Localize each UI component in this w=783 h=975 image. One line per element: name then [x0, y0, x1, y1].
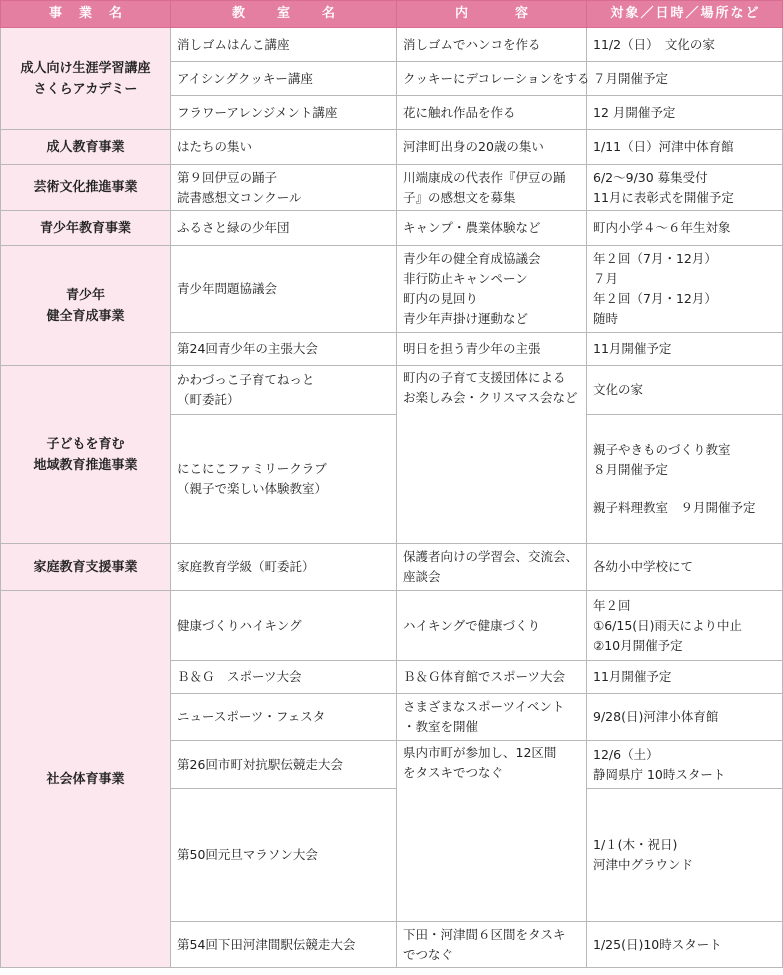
text-line: ７月: [593, 271, 619, 286]
class-name-cell: [171, 415, 397, 544]
text-line: 花に触れ作品を作る: [403, 104, 516, 120]
class-name-cell: [171, 591, 397, 661]
content-cell: [397, 211, 587, 246]
text-line: 親子やきものづくり教室: [593, 442, 731, 457]
text-line: 町内の見回り: [403, 291, 479, 306]
text-line: お楽しみ会・クリスマス会など: [403, 390, 578, 405]
text-line: 青少年教育事業: [39, 220, 131, 236]
class-name-cell: [171, 165, 397, 211]
detail-cell: [587, 28, 783, 62]
text-line: 第54回下田河津間駅伝競走大会: [177, 936, 356, 952]
text-line: 12 月開催予定: [593, 104, 676, 120]
text-line: 成人教育事業: [46, 139, 125, 155]
text-line: ①6/15(日)雨天により中止: [593, 617, 743, 633]
text-line: 随時: [593, 311, 619, 326]
class-name-cell: [171, 130, 397, 165]
text-line: 1/11（日）河津中体育館: [593, 139, 734, 154]
detail-cell: [587, 366, 783, 415]
text-line: 子』の感想文を募集: [403, 189, 516, 205]
text-line: 年２回（7月・12月）: [593, 291, 717, 306]
category-cell: [1, 544, 171, 591]
text-line: 青少年問題協議会: [177, 281, 278, 296]
text-line: Ｂ＆Ｇ スポーツ大会: [177, 669, 302, 684]
class-name-cell: [171, 62, 397, 96]
detail-cell: [587, 246, 783, 333]
content-cell: [397, 165, 587, 211]
detail-cell: [587, 333, 783, 366]
content-cell: [397, 694, 587, 741]
table-body: [1, 28, 783, 968]
table-row: [1, 165, 783, 211]
table-row: [1, 591, 783, 661]
text-line: 非行防止キャンペーン: [403, 271, 528, 286]
text-line: 家庭教育支援事業: [33, 559, 138, 575]
table-row: [1, 246, 783, 333]
category-cell: [1, 366, 171, 544]
text-line: （親子で楽しい体験教室）: [177, 481, 328, 496]
category-cell: [1, 246, 171, 366]
text-line: さくらアカデミー: [33, 81, 138, 97]
content-cell: [397, 544, 587, 591]
text-line: 消しゴムでハンコを作る: [403, 36, 541, 52]
text-line: 静岡県庁 10時スタート: [593, 766, 726, 782]
text-line: （町委託）: [177, 392, 240, 407]
text-line: キャンプ・農業体験など: [403, 220, 541, 235]
text-line: 県内市町が参加し、12区間: [403, 745, 557, 760]
text-line: 11/2（日） 文化の家: [593, 36, 715, 52]
table-row: [1, 130, 783, 165]
content-cell: [397, 922, 587, 968]
text-line: 第26回市町対抗駅伝競走大会: [177, 756, 343, 772]
detail-cell: [587, 415, 783, 544]
text-line: 第50回元旦マラソン大会: [177, 847, 318, 862]
table-row: [1, 28, 783, 62]
text-line: でつなぐ: [403, 946, 454, 962]
text-line: ハイキングで健康づくり: [403, 617, 541, 633]
category-cell: [1, 130, 171, 165]
detail-cell: [587, 130, 783, 165]
text-line: 年２回: [593, 597, 631, 613]
header-content: 内 容: [397, 1, 587, 28]
text-line: 健康づくりハイキング: [177, 617, 302, 633]
text-line: 第９回伊豆の踊子: [177, 169, 278, 185]
text-line: かわづっこ子育てねっと: [177, 372, 315, 387]
detail-cell: [587, 661, 783, 694]
text-line: 川端康成の代表作『伊豆の踊: [403, 169, 566, 185]
class-name-cell: [171, 246, 397, 333]
text-line: 子どもを育む: [46, 436, 125, 452]
text-line: 年２回（7月・12月）: [593, 251, 717, 266]
text-line: 明日を担う青少年の主張: [403, 341, 541, 356]
detail-cell: [587, 789, 783, 922]
text-line: 6/2～9/30 募集受付: [593, 169, 708, 185]
detail-cell: [587, 96, 783, 130]
detail-cell: [587, 544, 783, 591]
content-cell: [397, 96, 587, 130]
text-line: 消しゴムはんこ講座: [177, 36, 290, 52]
class-name-cell: [171, 789, 397, 922]
text-line: 11月開催予定: [593, 341, 672, 356]
text-line: ８月開催予定: [593, 462, 669, 477]
detail-cell: [587, 165, 783, 211]
text-line: はたちの集い: [177, 139, 253, 154]
text-line: ・教室を開催: [403, 719, 479, 734]
header-details: 対象／日時／場所など: [587, 1, 783, 28]
table-row: [1, 211, 783, 246]
text-line: 芸術文化推進事業: [33, 180, 138, 195]
text-line: 11月に表彰式を開催予定: [593, 189, 734, 205]
text-line: [593, 480, 778, 498]
text-line: 1/25(日)10時スタート: [593, 936, 722, 952]
text-line: 1/１(木・祝日): [593, 837, 678, 852]
text-line: ②10月開催予定: [593, 637, 683, 653]
text-line: にこにこファミリークラブ: [177, 461, 327, 476]
header-category: 事 業 名: [1, 1, 171, 28]
class-name-cell: [171, 211, 397, 246]
text-line: 河津町出身の20歳の集い: [403, 139, 544, 154]
text-line: クッキーにデコレーションをする: [403, 70, 590, 86]
content-cell: [397, 28, 587, 62]
text-line: 文化の家: [593, 382, 644, 397]
text-line: 9/28(日)河津小体育館: [593, 709, 719, 724]
header-row: [1, 1, 783, 28]
text-line: 親子料理教室 ９月開催予定: [593, 500, 756, 515]
text-line: フラワーアレンジメント講座: [177, 104, 338, 120]
text-line: 座談会: [403, 569, 441, 584]
content-cell: [397, 366, 587, 544]
text-line: 12/6（土）: [593, 746, 659, 762]
text-line: 成人向け生涯学習講座: [20, 60, 151, 76]
text-line: 各幼小中学校にて: [593, 559, 694, 574]
class-name-cell: [171, 544, 397, 591]
content-cell: [397, 661, 587, 694]
text-line: さまざまなスポーツイベント: [403, 699, 565, 714]
class-name-cell: [171, 694, 397, 741]
text-line: 読書感想文コンクール: [177, 189, 302, 205]
text-line: 健全育成事業: [46, 308, 125, 324]
text-line: ７月開催予定: [593, 70, 669, 86]
text-line: 青少年声掛け運動など: [403, 311, 529, 326]
content-cell: [397, 591, 587, 661]
content-cell: [397, 130, 587, 165]
class-name-cell: [171, 366, 397, 415]
text-line: 河津中グラウンド: [593, 857, 694, 872]
category-cell: [1, 165, 171, 211]
detail-cell: [587, 922, 783, 968]
text-line: 保護者向けの学習会、交流会、: [403, 549, 579, 564]
detail-cell: [587, 741, 783, 789]
detail-cell: [587, 694, 783, 741]
class-name-cell: [171, 333, 397, 366]
text-line: 11月開催予定: [593, 669, 672, 684]
content-cell: [397, 62, 590, 96]
content-cell: [397, 246, 587, 333]
detail-cell: [587, 62, 783, 96]
text-line: 地域教育推進事業: [33, 457, 138, 473]
detail-cell: [587, 211, 783, 246]
text-line: 町内の子育て支援団体による: [403, 370, 566, 385]
text-line: 町内小学４～６年生対象: [593, 220, 731, 235]
text-line: 青少年: [65, 287, 105, 303]
detail-cell: [587, 591, 783, 661]
text-line: 青少年の健全育成協議会: [403, 251, 541, 266]
header-class-name: 教 室 名: [171, 1, 397, 28]
table-row: [1, 544, 783, 591]
category-cell: [1, 591, 171, 968]
text-line: 下田・河津間６区間をタスキ: [403, 926, 566, 942]
content-cell: [397, 741, 587, 922]
text-line: ニュースポーツ・フェスタ: [177, 709, 326, 724]
text-line: ふるさと緑の少年団: [177, 220, 290, 235]
category-cell: [1, 28, 171, 130]
class-name-cell: [171, 741, 397, 789]
class-name-cell: [171, 96, 397, 130]
text-line: をタスキでつなぐ: [403, 765, 504, 780]
text-line: 第24回青少年の主張大会: [177, 341, 318, 356]
class-name-cell: [171, 922, 397, 968]
text-line: 社会体育事業: [46, 771, 125, 787]
text-line: Ｂ＆Ｇ体育館でスポーツ大会: [403, 669, 566, 684]
category-cell: [1, 211, 171, 246]
table-row: [1, 366, 783, 415]
text-line: アイシングクッキー講座: [177, 70, 313, 86]
class-name-cell: [171, 661, 397, 694]
class-name-cell: [171, 28, 397, 62]
content-cell: [397, 333, 587, 366]
text-line: 家庭教育学級（町委託）: [177, 559, 315, 574]
